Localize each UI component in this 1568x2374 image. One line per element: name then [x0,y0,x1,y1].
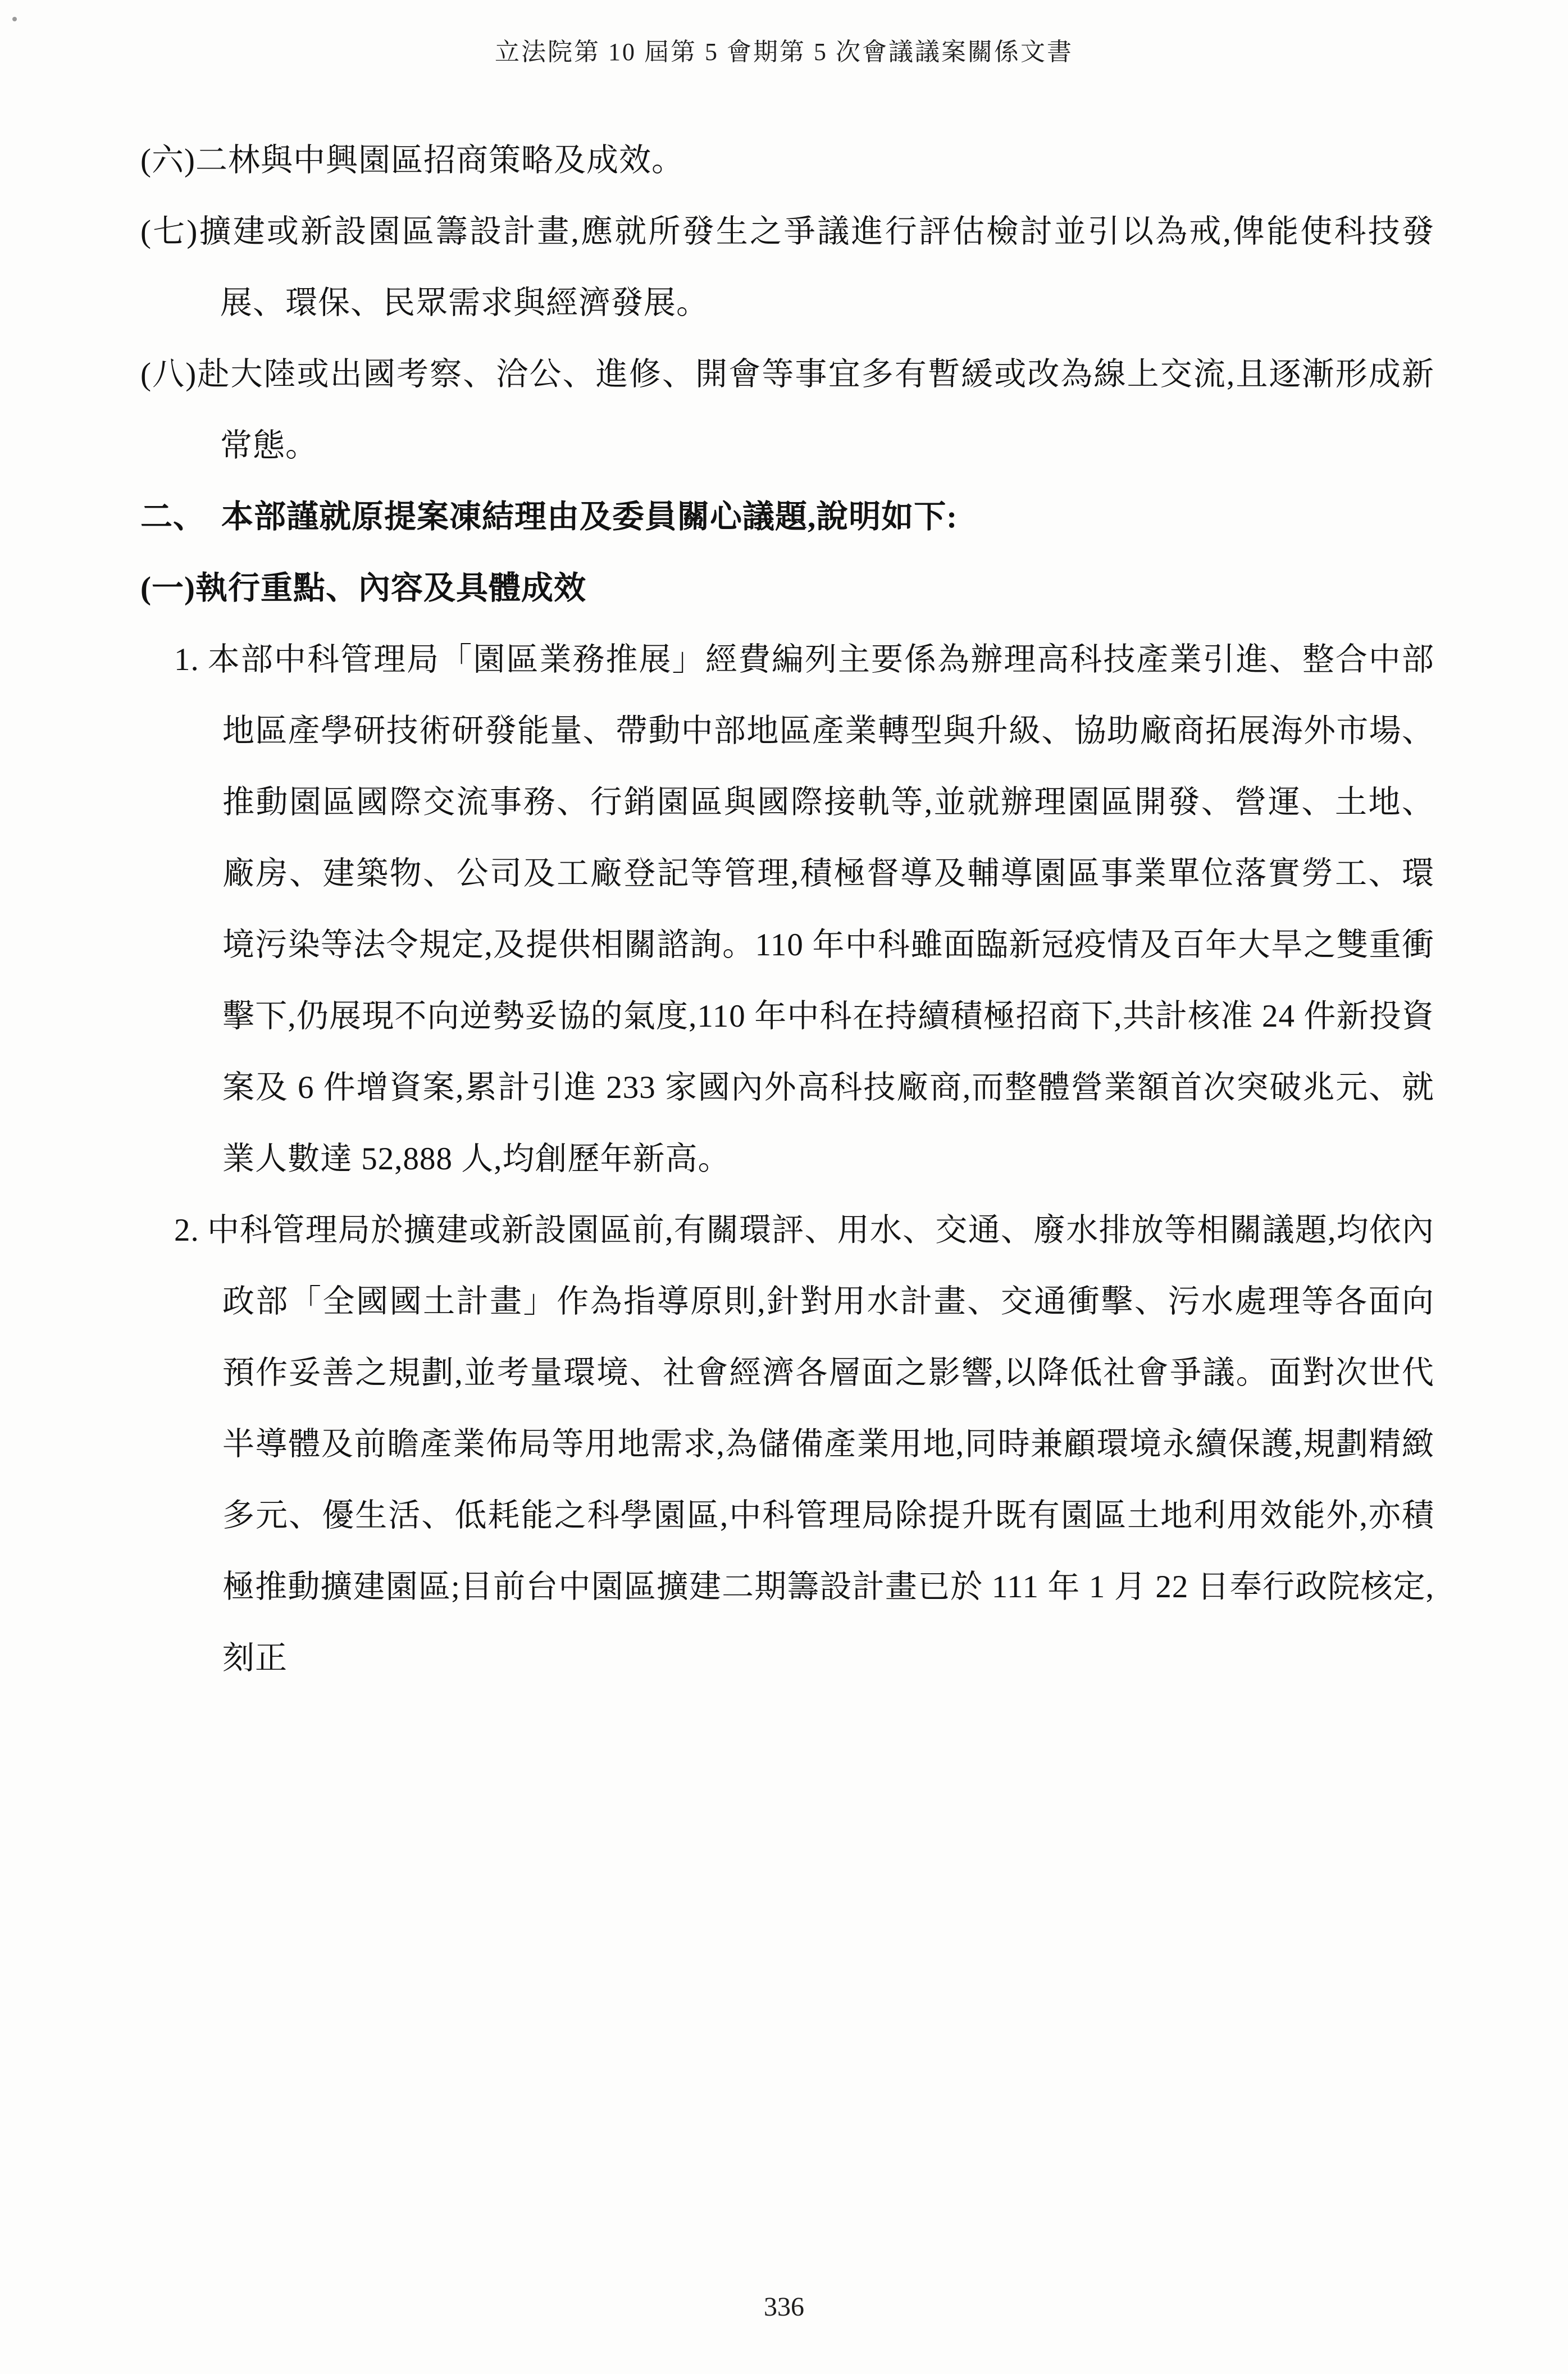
list-item-6-text: 二林與中興園區招商策略及成效。 [195,143,684,178]
list-item-8 [140,339,1434,481]
section-heading-2-text: 本部謹就原提案凍結理由及委員關心議題,說明如下: [221,499,958,535]
list-item-7 [140,196,1434,339]
scan-artifact [12,17,17,21]
list-item-8-marker: (八) [140,357,197,392]
list-item-7-text: 擴建或新設園區籌設計畫,應就所發生之爭議進行評估檢討並引以為戒,俾能使科技發展、環保、民眾需求與經濟發展。 [198,214,1434,321]
numbered-item-2-text: 中科管理局於擴建或新設園區前,有關環評、用水、交通、廢水排放等相關議題,均依內政部「全國國土計畫」作為指導原則,針對用水計畫、交通衝擊、污水處理等各面向預作妥善之規劃,並考量環境、社會經濟各層面之影響,以降低社會爭議。面對次世代半導體及前瞻產業佈局等用地需求,為儲備產業用地,同時兼顧環境永續保護,規劃精緻多元、優生活、低耗能之科學園區,中科管理局除提升既有園區土地利用效能外,亦積極推動擴建園區;目前台中園區擴建二期籌設計畫已於 111 年 1 月 22 日奉行政院核定,刻正 [207,1213,1434,1676]
list-item-8-text: 赴大陸或出國考察、洽公、進修、開會等事宜多有暫緩或改為線上交流,且逐漸形成新常態。 [197,357,1434,463]
page-number: 336 [764,2292,804,2322]
numbered-item-2 [140,1195,1434,1694]
subsection-heading-1-text: 執行重點、內容及具體成效 [195,571,586,606]
subsection-heading-1-marker: (一) [140,571,195,606]
numbered-item-2-marker: 2. [174,1213,199,1248]
document-body [140,125,1434,1694]
section-heading-2-marker: 二、 [140,499,206,535]
subsection-heading-1 [140,553,1434,624]
list-item-6 [140,125,1434,196]
list-item-7-marker: (七) [140,214,198,249]
list-item-6-marker: (六) [140,143,195,178]
document-header-title: 立法院第 10 屆第 5 會期第 5 次會議議案關係文書 [495,38,1073,66]
numbered-item-1-text: 本部中科管理局「園區業務推展」經費編列主要係為辦理高科技產業引進、整合中部地區產學研技術研發能量、帶動中部地區產業轉型與升級、協助廠商拓展海外市場、推動園區國際交流事務、行銷園區與國際接軌等,並就辦理園區開發、營運、土地、廠房、建築物、公司及工廠登記等管理,積極督導及輔導園區事業單位落實勞工、環境污染等法令規定,及提供相關諮詢。110 年中科雖面臨新冠疫情及百年大旱之雙重衝擊下,仍展現不向逆勢妥協的氣度,110 年中科在持續積極招商下,共計核准 24 件新投資案及 6 件增資案,累計引進 233 家國內外高科技廠商,而整體營業額首次突破兆元、就業人數達 52,888 人,均創歷年新高。 [207,642,1434,1177]
section-heading-2 [140,481,1434,553]
numbered-item-1-marker: 1. [174,642,199,677]
numbered-item-1 [140,624,1434,1195]
